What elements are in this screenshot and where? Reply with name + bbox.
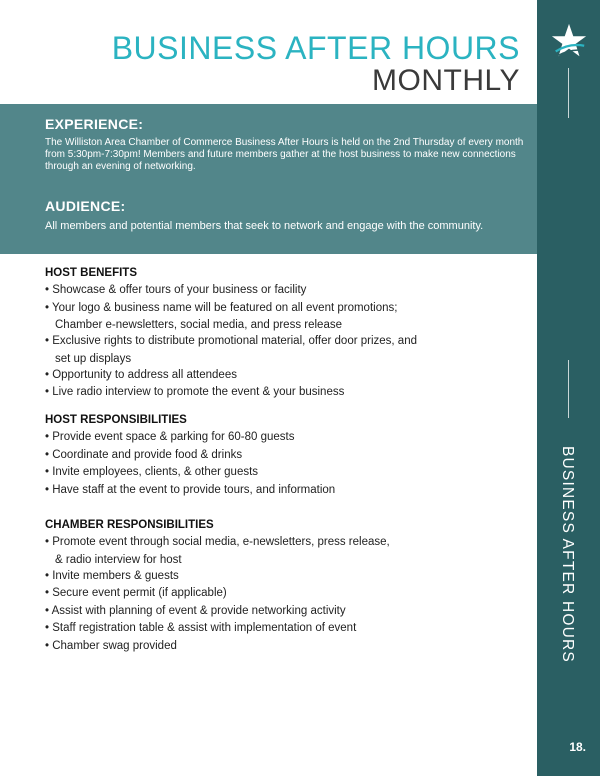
sidebar-vertical-title: BUSINESS AFTER HOURS xyxy=(559,446,576,663)
sidebar-divider-middle xyxy=(568,360,569,418)
host-benefits-section xyxy=(45,267,515,402)
list-item: • Live radio interview to promote the event & your business xyxy=(45,386,345,398)
audience-text: All members and potential members that seek to network and engage with the community. xyxy=(45,220,484,232)
host-benefits-heading: HOST BENEFITS xyxy=(45,267,138,279)
list-item: • Showcase & offer tours of your business or facility xyxy=(45,284,307,296)
list-item-continuation: & radio interview for host xyxy=(55,553,182,566)
list-item-continuation: Chamber e-newsletters, social media, and press release xyxy=(55,319,342,331)
list-item: • Have staff at the event to provide tours, and information xyxy=(45,483,336,496)
list-item: • Exclusive rights to distribute promotional material, offer door prizes, and xyxy=(45,335,417,347)
page-title: BUSINESS AFTER HOURS xyxy=(111,30,520,66)
info-panel xyxy=(0,104,537,254)
sidebar-divider-top xyxy=(568,68,569,118)
list-item: • Provide event space & parking for 60-80 guests xyxy=(45,431,295,443)
list-item: • Chamber swag provided xyxy=(45,639,177,652)
host-responsibilities-section xyxy=(45,414,515,499)
list-item: • Promote event through social media, e-newsletters, press release, xyxy=(45,536,390,548)
list-item-continuation: set up displays xyxy=(55,352,132,365)
host-responsibilities-heading: HOST RESPONSIBILITIES xyxy=(45,414,187,426)
list-item: • Invite members & guests xyxy=(45,569,179,582)
list-item: • Staff registration table & assist with implementation of event xyxy=(45,622,357,634)
experience-heading: EXPERIENCE: xyxy=(45,116,144,132)
experience-text: The Williston Area Chamber of Commerce Business After Hours is held on the 2nd Thursday of every month from 5:30pm-7:30pm! Members and future members gather at the host business to make new connections through an evening of networking. xyxy=(45,137,524,172)
list-item: • Assist with planning of event & provide networking activity xyxy=(45,604,346,617)
star-logo-icon xyxy=(550,22,588,60)
page-number: 18. xyxy=(569,740,586,754)
page-subtitle: MONTHLY xyxy=(372,64,520,97)
list-item: • Secure event permit (if applicable) xyxy=(45,587,227,599)
chamber-responsibilities-section xyxy=(45,519,515,655)
list-item: • Coordinate and provide food & drinks xyxy=(45,448,243,461)
sidebar xyxy=(537,0,600,776)
list-item: • Invite employees, clients, & other guests xyxy=(45,466,259,478)
list-item: • Your logo & business name will be featured on all event promotions; xyxy=(45,301,398,314)
chamber-responsibilities-heading: CHAMBER RESPONSIBILITIES xyxy=(45,519,214,531)
audience-heading: AUDIENCE: xyxy=(45,198,126,214)
list-item: • Opportunity to address all attendees xyxy=(45,368,237,381)
